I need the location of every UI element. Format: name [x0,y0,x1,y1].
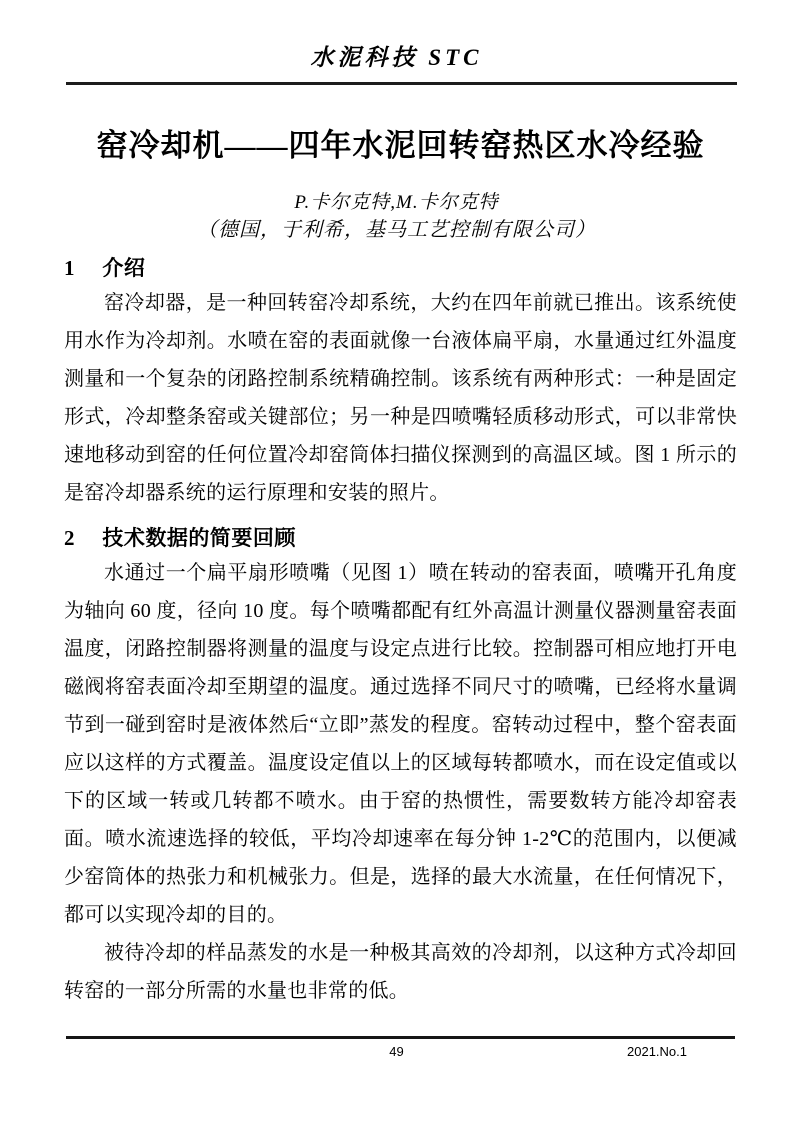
section-heading-label: 介绍 [102,257,146,280]
section-number: 1 [64,256,75,280]
header-rule [66,82,737,85]
issue-label: 2021.No.1 [627,1044,687,1059]
authors-line: P.卡尔克特,M.卡尔克特 [294,192,499,213]
article-title: 窑冷却机——四年水泥回转窑热区水冷经验 [96,128,705,163]
body-paragraph: 水通过一个扁平扇形喷嘴（见图 1）喷在转动的窑表面，喷嘴开孔角度为轴向 60 度，径向 10 度。每个喷嘴都配有红外高温计测量仪器测量窑表面温度，闭路控制器将测量的温度与设定点进行比较。控制器可相应地打开电磁阀将窑表面冷却至期望的温度。通过选择不同尺寸的喷嘴，已经将水量调节到一碰到窑时是液体然后“立即”蒸发的程度。窑转动过程中，整个窑表面应以这样的方式覆盖。温度设定值以上的区域每转都喷水，而在设定值或以下的区域一转或几转都不喷水。由于窑的热惯性，需要数转方能冷却窑表面。喷水流速选择的较低，平均冷却速率在每分钟 1-2℃的范围内，以便减少窑筒体的热张力和机械张力。但是，选择的最大水流量，在任何情况下，都可以实现冷却的目的。 [64,562,737,926]
body-paragraph: 被待冷却的样品蒸发的水是一种极其高效的冷却剂，以这种方式冷却回转窑的一部分所需的水量也非常的低。 [64,942,737,1002]
page-number: 49 [389,1044,404,1059]
section-technical-data [64,525,737,1010]
section-heading-1 [64,255,737,282]
article-body [64,255,737,1010]
body-paragraph: 窑冷却器，是一种回转窑冷却系统，大约在四年前就已推出。该系统使用水作为冷却剂。水喷在窑的表面就像一台液体扁平扇，水量通过红外温度测量和一个复杂的闭路控制系统精确控制。该系统有两种形式：一种是固定形式，冷却整条窑或关键部位；另一种是四喷嘴轻质移动形式，可以非常快速地移动到窑的任何位置冷却窑筒体扫描仪探测到的高温区域。图 1 所示的是窑冷却器系统的运行原理和安装的照片。 [64,292,737,504]
section-heading-2 [64,525,737,552]
footer-rule [66,1036,735,1039]
running-head [0,0,793,85]
journal-title: 水泥科技 STC [310,45,483,70]
section-introduction [64,255,737,512]
section-heading-label: 技术数据的简要回顾 [102,527,296,550]
page-footer [0,1036,793,1059]
affiliation-line: （德国，于利希，基马工艺控制有限公司） [197,219,596,241]
section-number: 2 [64,526,75,550]
